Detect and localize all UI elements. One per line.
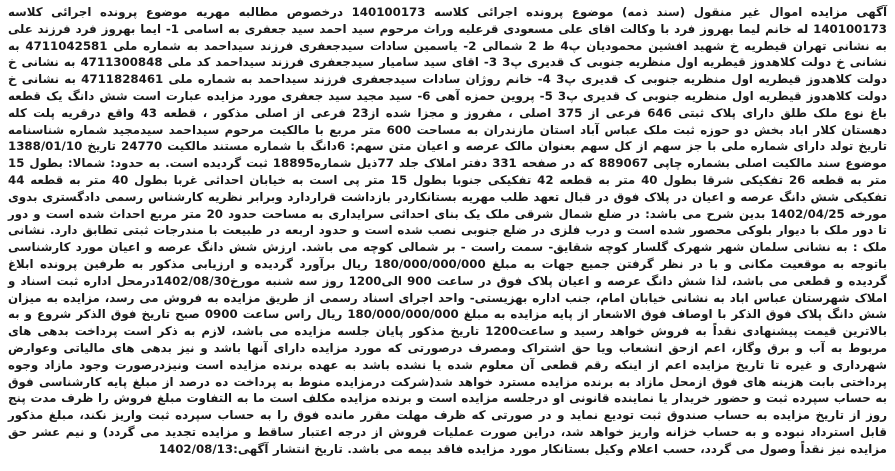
auction-notice-text: آگهی مزایده اموال غیر منقول (سند ذمه) موضوع پرونده اجرائی کلاسه 140100173 درخصوص مطالبه مهریه موضوع پرونده اجرائی کلاسه 140100173 له خانم لیما بهروز فرد با وکالت اقای علی مسعودی قرعلیه وراث مرحوم سید احمد سید جعفری به اسامی 1- ایما بهروز فرد فرزند علی به نشانی تهران قیطریه خ شهید افشین محمودیان پ4 ط 2 شمالی 2- یاسمین سادات سیدجعفری فرزند سیداحمد به شماره ملی 4711042581 به نشانی خ دولت کلاهدوز قیطریه اول منظریه جنوبی ک قدیری پ3 3- اقای سید سامیار سیدجعفری فرزند سیداحمد کد ملی 4711300848 به نشانی خ دولت کلاهدوز قیطریه اول منظریه جنوبی ک قدیری پ3 4- خانم روژان سادات سیدجعفری فرزند سیداحمد به شماره ملی 4711828461 به نشانی خ دولت کلاهدوز قیطریه اول منظریه جنوبی ک قدیری پ3 5- پروین حمزه آهی 6- سید مجید سید جعفری مورد مزایده عبارت است شش دانگ یک قطعه باغ نوع ملک طلق دارای پلاک ثبتی 646 فرعی از 375 اصلی ، مفروز و مجزا شده از23 فرعی از اصلی مذکور ، قطعه 43 واقع درقریه پلت کله دهستان کلار اباد بخش دو حوزه ثبت ملک عباس آباد استان مازندران به مساحت 600 متر مربع با مالکیت مرحوم سیداحمد سیدمجید شماره شناسنامه تاریخ تولد دارای شماره ملی با جز سهم از کل سهم بعنوان مالک عرصه و اعیان متن سهم: 6دانگ با شماره مستند مالکیت 24770 تاریخ 1388/01/10 موضوع سند مالکیت اصلی بشماره چاپی 889067 که در صفحه 331 دفتر املاک جلد 77ذیل شماره18895 ثبت گردیده است. به حدود: شمالا: بطول 15 متر به قطعه 26 تفکیکی شرقا بطول 40 متر به قطعه 42 تفکیکی جنوبا بطول 15 متر پی است به خیابان احداثی غربا بطول 40 متر به قطعه 44 تفکیکی شش دانگ عرصه و اعیان در پلاک فوق در قبال تعهد طلب مهریه بستانکاردر بازداشت قراردارد وبرابر نظریه کارشناس رسمی دادگستری بدوی مورخه 1402/04/25 بدین شرح می باشد: در ضلع شمال شرقی ملک یک بنای احداثی سرایداری به مساحت حدود 20 متر مربع احداث شده است و دور تا دور ملک با دیوار بلوکی محصور شده است و درب فلزی در ضلع جنوبی نصب شده است و حدود اربعه در طبیعت با مندرجات ثبتی تطابق دارد. نشانی ملک : به نشانی سلمان شهر شهرک گلسار کوچه شقایق- سمت راست - بر شمالی کوچه می باشد. ارزش شش دانگ عرصه و اعیان مورد کارشناسی باتوجه به موقعیت مکانی و با در نظر گرفتن جمیع جهات به مبلغ 180/000/000/000 ریال برآورد گردیده و ارزیابی مذکور به طرفین پرونده ابلاغ گردیده و قطعی می باشد، لذا شش دانگ عرصه و اعیان پلاک فوق در ساعت 900 الی1200 روز سه شنبه مورخ1402/08/30درمحل اداره ثبت اسناد و املاک شهرستان عباس اباد به نشانی خیابان امام، جنب اداره بهزیستی- واحد اجرای اسناد رسمی از طریق مزایده به فروش می رسد، مزایده به میزان شش دانگ پلاک فوق الذکر با اوصاف فوق الاشعار از پایه مزایده به مبلغ 180/000/000/000 ریال راس ساعت 0900 صبح تاریخ فوق الذکر شروع و به بالاترین قیمت پیشنهادی نقداً به فروش خواهد رسید و ساعت1200 تاریخ مذکور پایان جلسه مزایده می باشد، لازم به ذکر است پرداخت بدهی های مربوط به آب و برق وگاز، اعم ازحق انشعاب ویا حق اشتراک ومصرف درصورتی که مورد مزایده دارای آنها باشد و نیز بدهی های مالیاتی وعوارض شهرداری و غیره تا تاریخ مزایده اعم از اینکه رقم قطعی آن معلوم شده یا نشده باشد به عهده برنده مزایده است ونیزدرصورت وجود مازاد وجوه پرداختی بابت هزینه های فوق ازمحل مازاد به برنده مزایده مسترد خواهد شد(شرکت درمزایده منوط به پرداخت ده درصد از مبلغ پایه کارشناسی فوق به حساب سپرده ثبت و حضور خریدار یا نماینده قانونی او درجلسه مزایده است و برنده مزایده مکلف است ما به التفاوت مبلغ فروش را ظرف مدت پنج روز از تاریخ مزایده به حساب صندوق ثبت تودیع نماید و در صورتی که ظرف مهلت مقرر مانده فوق را به حساب سپرده ثبت واریز نکند، مبلغ مذکور قابل استرداد نبوده و به حساب خزانه واریز خواهد شد، دراین صورت عملیات فروش از درجه اعتبار ساقط و مزایده تجدید می گردد) و نیم عشر حق مزایده نیز نقداً وصول می گردد، حسب اعلام وکیل بستانکار مورد مزایده فاقد بیمه می باشد. تاریخ انتشار آگهی:1402/08/13 — [8, 5, 888, 456]
